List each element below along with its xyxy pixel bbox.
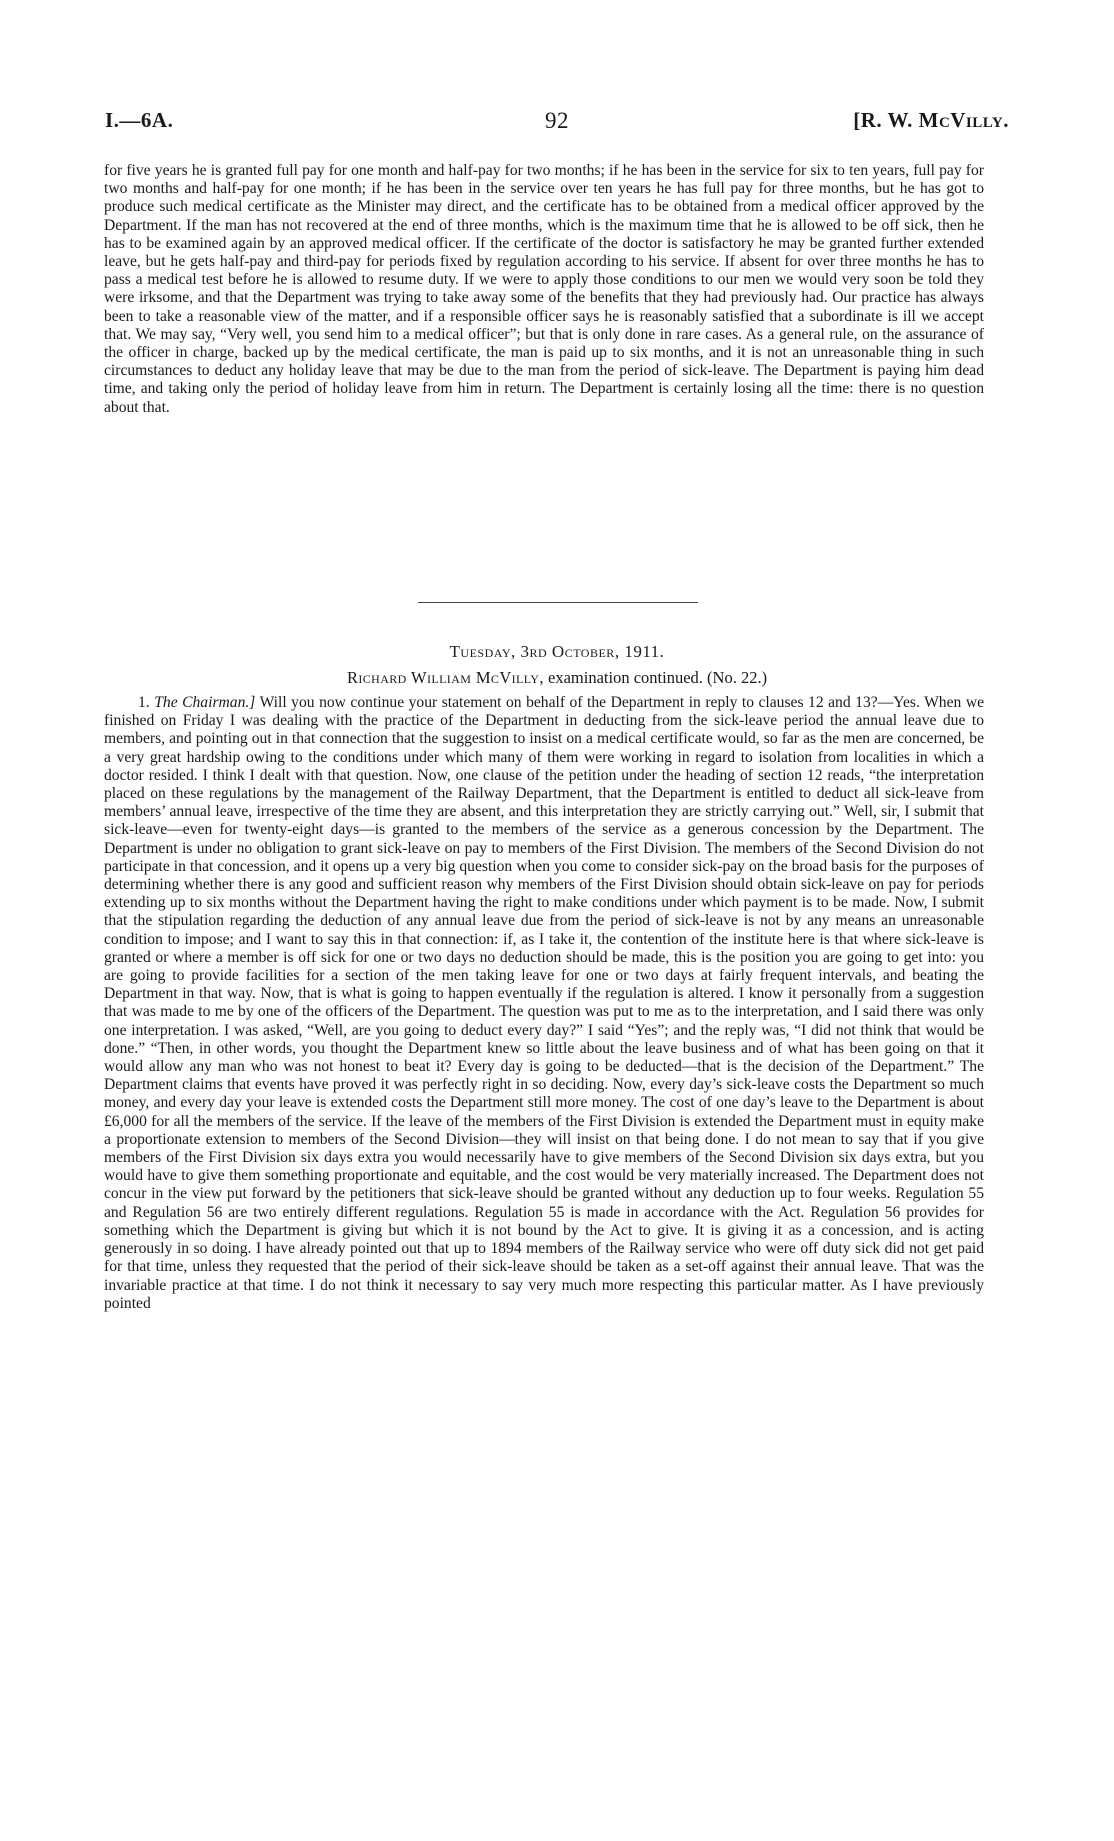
examination-block (104, 694, 984, 1313)
question-speaker: The Chairman.] (154, 694, 256, 711)
paper-reference: I.—6A. (105, 108, 174, 132)
sitting-date-heading: Tuesday, 3rd October, 1911. (449, 642, 665, 661)
section-divider (418, 602, 698, 603)
witness-heading (0, 668, 1114, 688)
continued-paragraph: for five years he is granted full pay for one month and half-pay for two months; if he has been in the service for six to ten years, full pay for two months and half-pay for one month; if he has been in the service over ten years he has full pay for three months, but he has got to produce such medical certificate as the Minister may direct, and the certificate has to be obtained from a medical officer approved by the Department. If the man has not recovered at the end of three months, which is the maximum time that he is allowed to be off sick, then he has to be examined again by an approved medical officer. If the certificate of the doctor is satisfactory he may be granted further extended leave, but he gets half-pay and third-pay for periods fixed by regulation according to his service. If absent for over three months he has to pass a medical test before he is allowed to resume duty. If we were to apply those conditions to our men we would very soon be told they were irksome, and that the Department was trying to take away some of the benefits that they had previously had. Our practice has always been to take a reasonable view of the matter, and if a responsible officer says he is reasonably satisfied that a subordinate is ill we accept that. We may say, “Very well, you send him to a medical officer”; but that is only done in rare cases. As a general rule, on the assurance of the officer in charge, backed up by the medical certificate, the man is paid up to six months, and it is not an unreasonable thing in such circumstances to deduct any holiday leave that may be due to the man from the period of sick-leave. The Department is paying him dead time, and taking only the period of holiday leave from him in return. The Department is certainly losing all the time: there is no question about that. (104, 162, 984, 416)
witness-running-head: [R. W. McVilly. (853, 108, 1009, 132)
continued-testimony-block (104, 162, 984, 417)
question-text: Will you now continue your statement on behalf of the Department in reply to clauses 12 and 13?—Yes. When we finished on Friday I was dealing with the practice of the Department in deducting from the sick-leave period the annual leave due to members, and pointing out in that connection that the suggestion to insist on a medical certificate would, so far as the men are concerned, be a very great hardship owing to the conditions under which many of them were working in regard to isolation from localities in which a doctor resided. I think I dealt with that question. Now, one clause of the petition under the heading of section 12 reads, “the interpretation placed on these regulations by the management of the Railway Department, that the Department is entitled to deduct all sick-leave from members’ annual leave, irrespective of the time they are absent, and this interpretation they are strictly carrying out.” Well, sir, I submit that sick-leave—even for twenty-eight days—is granted to the members of the service as a generous concession by the Department. The Department is under no obligation to grant sick-leave on pay to members of the First Division. The members of the Second Division do not participate in that concession, and it opens up a very big question when you come to consider sick-pay on the broad basis for the purposes of determining whether there is any good and sufficient reason why members of the First Division should obtain sick-leave on pay for periods extending up to six months without the Department having the right to make conditions under which payment is to be made. Now, I submit that the stipulation regarding the deduction of any annual leave due from the period of sick-leave is not by any means an unreasonable condition to impose; and I want to say this in that connection: if, as I take it, the contention of the institute here is that where sick-leave is granted or where a member is off sick for one or two days no deduction should be made, this is the position you are going to get into: you are going to provide facilities for a section of the men taking leave for one or two days at fairly frequent intervals, and beating the Department in that way. Now, that is what is going to happen eventually if the regulation is altered. I know it personally from a suggestion that was made to me by one of the officers of the Department. The question was put to me as to the interpretation, and I said there was only one interpretation. I was asked, “Well, are you going to deduct every day?” I said “Yes”; and the reply was, “I did not think that would be done.” “Then, in other words, you thought the Department knew so little about the leave business and of what has been going on that it would allow any man who was not honest to beat it? Every day is going to be deducted—that is the decision of the Department.” The Department claims that events have proved it was perfectly right in so deciding. Now, every day’s sick-leave costs the Department so much money, and every day your leave is extended costs the Department still more money. The cost of one day’s leave to the Department is about £6,000 for all the members of the service. If the leave of the members of the First Division is extended the Department must in equity make a proportionate extension to members of the Second Division—they will insist on that being done. I do not mean to say that if you give members of the First Division six days extra you would necessarily have to give members of the Second Division six days extra, but you would have to give them something proportionate and equitable, and the cost would be very materially increased. The Department does not concur in the view put forward by the petitioners that sick-leave should be granted without any deduction up to four weeks. Regulation 55 and Regulation 56 are two entirely different regulations. Regulation 55 is made in accordance with the Act. Regulation 56 provides for something which the Department is giving but which it is not bound by the Act to give. It is giving it as a concession, and is acting generously in so doing. I have already pointed out that up to 1894 members of the Railway service who were off duty sick did not get paid for that time, unless they requested that the period of their sick-leave should be taken as a set-off against their annual leave. That was the invariable practice at that time. I do not think it necessary to say very much more respecting this particular matter. As I have previously pointed (104, 694, 984, 1312)
witness-detail: examination continued. (No. 22.) (548, 668, 768, 687)
question-paragraph (104, 694, 984, 1313)
page-number: 92 (545, 108, 569, 133)
question-number: 1. (138, 694, 150, 711)
page-header (105, 108, 1009, 138)
witness-name: Richard William McVilly, (346, 668, 544, 687)
